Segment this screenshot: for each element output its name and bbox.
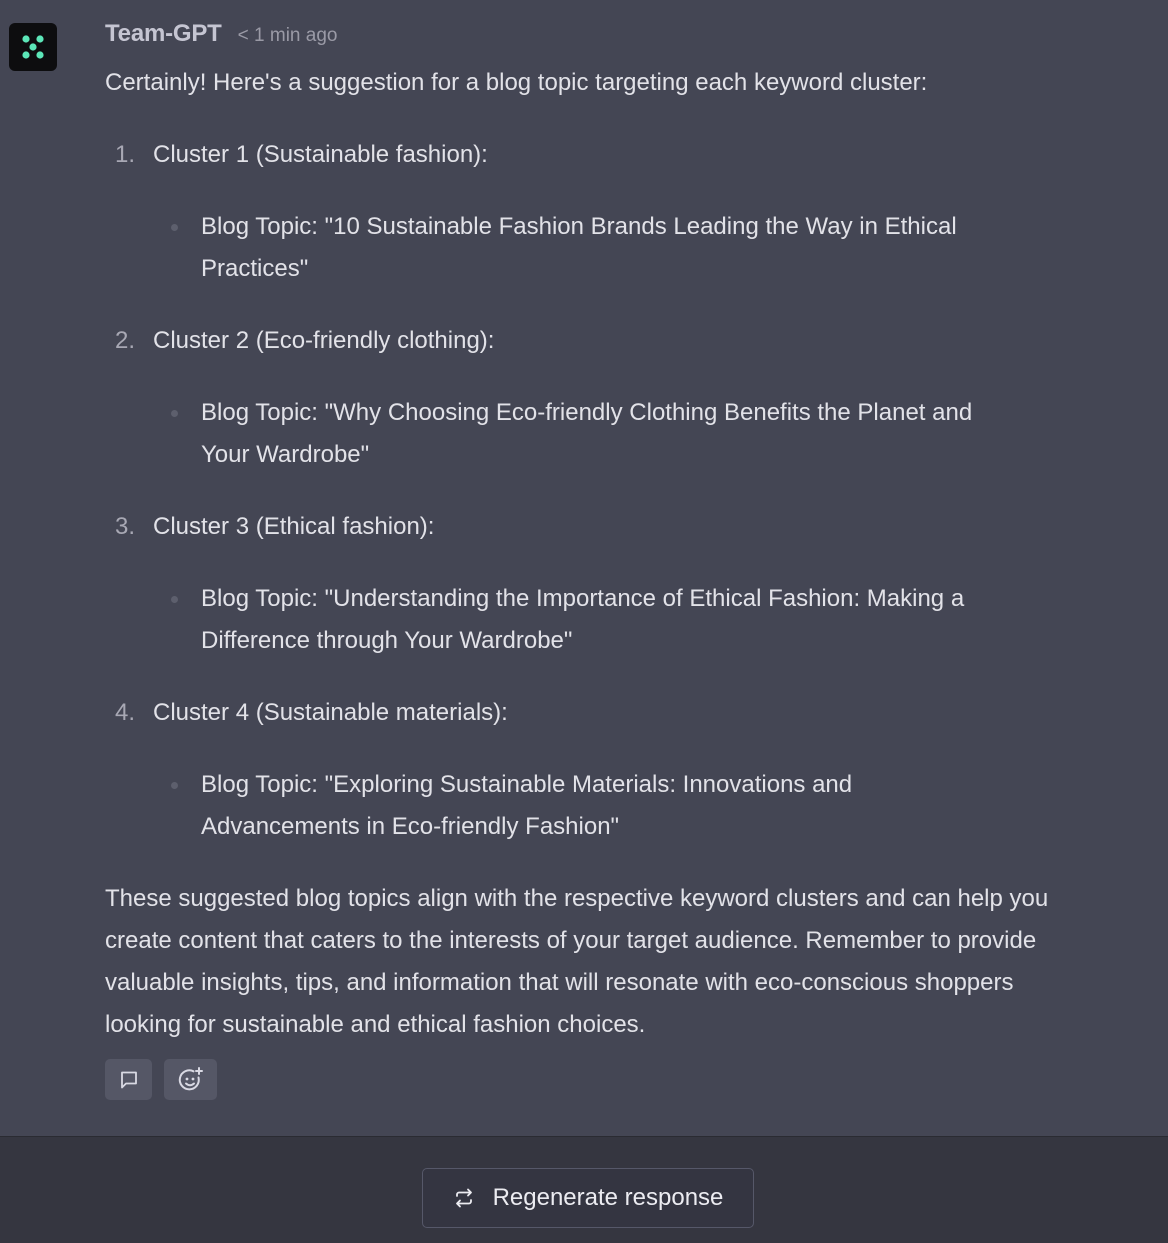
cluster-heading bbox=[105, 134, 1080, 176]
list-item bbox=[105, 506, 1080, 662]
topic-list bbox=[105, 392, 1080, 476]
outro-text: These suggested blog topics align with the respective keyword clusters and can help you create content that caters to the interests of your target audience. Remember to provide valuable insights, tips, and information that will resonate with eco-conscious shoppers looking for sustainable and ethical fashion choices. bbox=[105, 885, 1049, 1038]
list-number: 3. bbox=[115, 513, 136, 540]
bullet-icon bbox=[171, 596, 178, 603]
topic-text: Blog Topic: "Exploring Sustainable Materials: Innovations and Advancements in Eco-friendly Fashion" bbox=[201, 771, 853, 840]
cluster-title: Cluster 2 (Eco-friendly clothing): bbox=[153, 327, 495, 354]
message-timestamp: < 1 min ago bbox=[237, 25, 338, 46]
topic-item bbox=[105, 578, 981, 662]
bullet-icon bbox=[171, 224, 178, 231]
topic-item bbox=[105, 392, 981, 476]
cluster-title: Cluster 4 (Sustainable materials): bbox=[153, 699, 508, 726]
cluster-heading bbox=[105, 320, 1080, 362]
cluster-title: Cluster 3 (Ethical fashion): bbox=[153, 513, 435, 540]
add-reaction-button[interactable] bbox=[164, 1059, 217, 1100]
team-gpt-logo-icon bbox=[9, 23, 57, 71]
list-number: 4. bbox=[115, 699, 136, 726]
comment-button[interactable] bbox=[105, 1059, 152, 1100]
bot-avatar bbox=[9, 23, 57, 71]
author-name: Team-GPT bbox=[105, 20, 222, 47]
regenerate-label: Regenerate response bbox=[492, 1184, 724, 1211]
intro-text: Certainly! Here's a suggestion for a blog topic targeting each keyword cluster: bbox=[105, 69, 928, 96]
topic-text: Blog Topic: "Understanding the Importance of Ethical Fashion: Making a Difference through Your Wardrobe" bbox=[201, 585, 965, 654]
topic-text: Blog Topic: "10 Sustainable Fashion Brands Leading the Way in Ethical Practices" bbox=[201, 213, 957, 282]
topic-item bbox=[105, 206, 981, 290]
add-reaction-icon bbox=[176, 1065, 206, 1095]
cluster-title: Cluster 1 (Sustainable fashion): bbox=[153, 141, 488, 168]
cluster-heading bbox=[105, 692, 1080, 734]
cluster-list bbox=[105, 134, 1080, 848]
list-item bbox=[105, 320, 1080, 476]
list-item bbox=[105, 692, 1080, 848]
comment-icon bbox=[118, 1069, 140, 1091]
list-item bbox=[105, 134, 1080, 290]
composer-footer bbox=[0, 1136, 1168, 1243]
topic-list bbox=[105, 764, 1080, 848]
message-body bbox=[105, 62, 1080, 1046]
message-header bbox=[105, 20, 337, 52]
list-number: 2. bbox=[115, 327, 136, 354]
topic-list bbox=[105, 578, 1080, 662]
repeat-icon bbox=[453, 1187, 475, 1209]
topic-list bbox=[105, 206, 1080, 290]
topic-item bbox=[105, 764, 981, 848]
list-number: 1. bbox=[115, 141, 136, 168]
topic-text: Blog Topic: "Why Choosing Eco-friendly Clothing Benefits the Planet and Your Wardrobe" bbox=[201, 399, 973, 468]
bullet-icon bbox=[171, 410, 178, 417]
bullet-icon bbox=[171, 782, 178, 789]
cluster-heading bbox=[105, 506, 1080, 548]
message-actions bbox=[105, 1059, 217, 1100]
regenerate-response-button[interactable] bbox=[422, 1168, 754, 1228]
